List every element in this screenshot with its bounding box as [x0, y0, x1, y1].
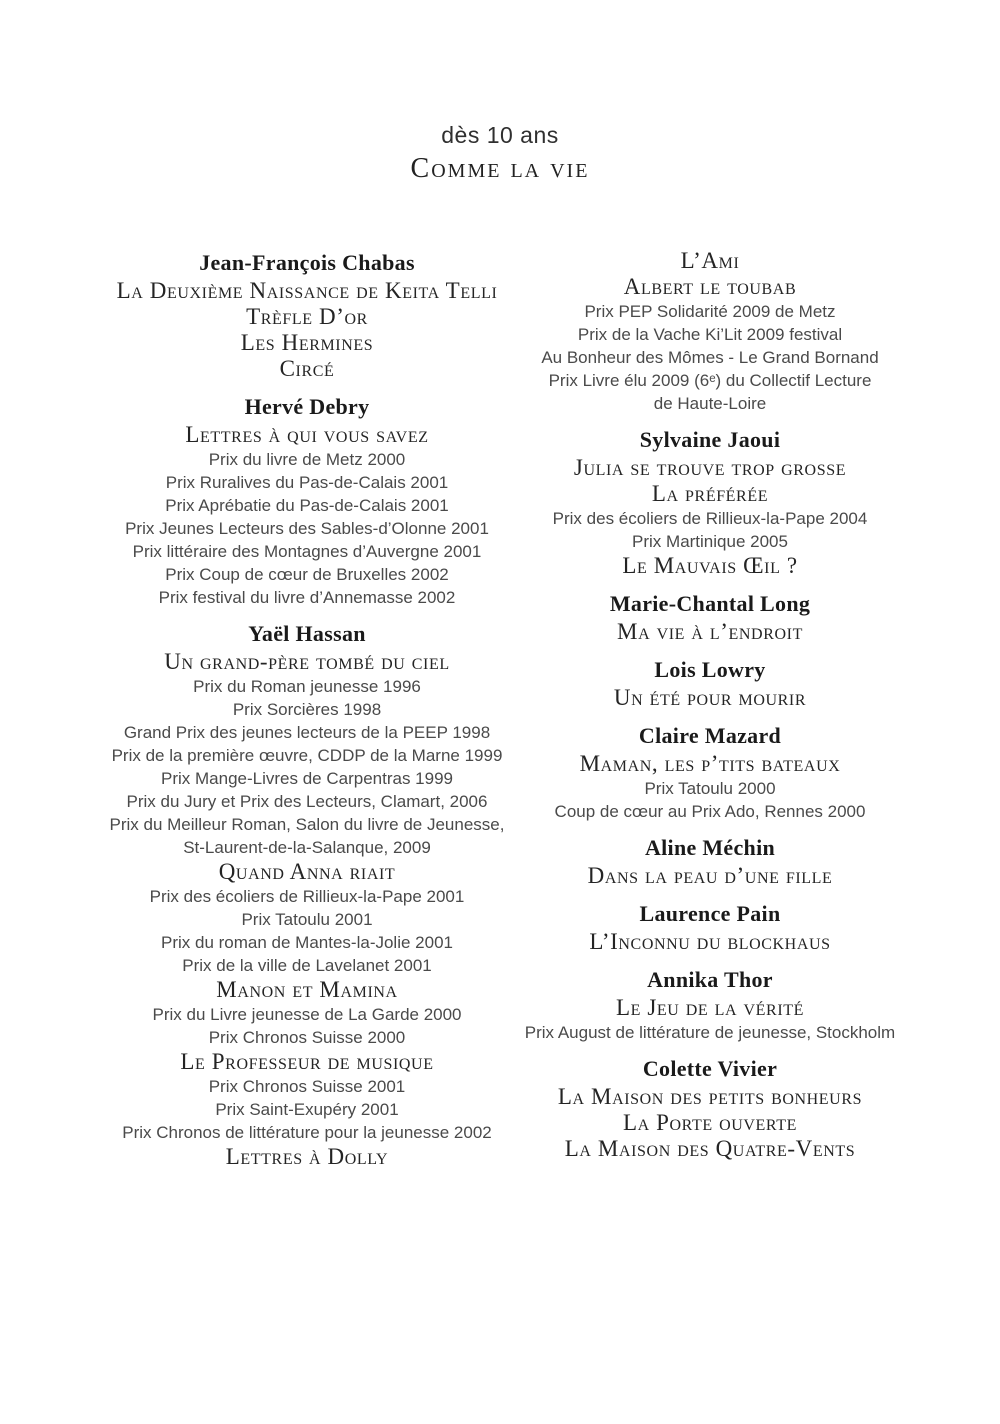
page-header: [0, 120, 1000, 188]
prize-line: Prix Chronos Suisse 2001: [208, 1077, 406, 1096]
book-title: Ma vie à l’endroit: [617, 619, 803, 644]
book-title: La Maison des Quatre-Vents: [564, 1136, 856, 1161]
prize-line: Prix du livre de Metz 2000: [208, 450, 406, 469]
prize-line: Coup de cœur au Prix Ado, Rennes 2000: [554, 802, 866, 821]
book-title: Circé: [279, 356, 335, 381]
book-title: Le Jeu de la vérité: [615, 995, 805, 1020]
book-title: Un été pour mourir: [613, 685, 807, 710]
book-title: Julia se trouve trop grosse: [573, 455, 847, 480]
author-name: Jean-François Chabas: [199, 250, 415, 275]
prize-line: Prix Martinique 2005: [632, 532, 788, 551]
prize-line: Prix du Meilleur Roman, Salon du livre de Jeunesse,: [109, 815, 505, 834]
author-name: Hervé Debry: [244, 394, 370, 419]
book-title: Lettres à Dolly: [225, 1144, 389, 1169]
book-title: Albert le toubab: [623, 274, 797, 299]
book-title: Dans la peau d’une fille: [587, 863, 833, 888]
prize-line: Au Bonheur des Mômes - Le Grand Bornand: [541, 348, 879, 367]
prize-line: Prix Tatoulu 2001: [241, 910, 373, 929]
author-name: Yaël Hassan: [248, 621, 366, 646]
prize-line: Prix du Livre jeunesse de La Garde 2000: [152, 1005, 462, 1024]
book-title: Trèfle D’or: [246, 304, 368, 329]
prize-line: de Haute-Loire: [653, 394, 767, 413]
prize-line: Prix Livre élu 2009 (6ᵉ) du Collectif Lecture: [548, 371, 872, 390]
book-title: Le Mauvais Œil ?: [622, 553, 798, 578]
prize-line: Prix festival du livre d’Annemasse 2002: [158, 588, 456, 607]
prize-line: Prix Mange-Livres de Carpentras 1999: [161, 769, 453, 788]
book-title: Quand Anna riait: [218, 859, 396, 884]
prize-line: Prix Saint-Exupéry 2001: [215, 1100, 399, 1119]
book-title: La Porte ouverte: [622, 1110, 797, 1135]
age-label: dès 10 ans: [441, 122, 559, 148]
prize-line: Prix Sorcières 1998: [232, 700, 382, 719]
prize-line: Prix Aprébatie du Pas-de-Calais 2001: [165, 496, 449, 515]
book-title: Manon et Mamina: [216, 977, 398, 1002]
book-title: L’Inconnu du blockhaus: [589, 929, 831, 954]
prize-line: Prix August de littérature de jeunesse, Stockholm: [524, 1023, 896, 1042]
prize-line: Prix du Roman jeunesse 1996: [193, 677, 421, 696]
author-name: Colette Vivier: [642, 1056, 778, 1081]
author-name: Annika Thor: [647, 967, 773, 992]
prize-line: St-Laurent-de-la-Salanque, 2009: [183, 838, 431, 857]
prize-line: Prix des écoliers de Rillieux-la-Pape 2004: [552, 509, 868, 528]
book-title: La Maison des petits bonheurs: [557, 1084, 863, 1109]
prize-line: Prix de la ville de Lavelanet 2001: [182, 956, 432, 975]
author-name: Laurence Pain: [639, 901, 781, 926]
collection-title: Comme la vie: [410, 153, 590, 184]
prize-line: Prix du roman de Mantes-la-Jolie 2001: [161, 933, 453, 952]
left-column: [97, 248, 517, 1170]
prize-line: Prix Chronos de littérature pour la jeunesse 2002: [122, 1123, 492, 1142]
prize-line: Prix Chronos Suisse 2000: [208, 1028, 406, 1047]
prize-line: Prix Coup de cœur de Bruxelles 2002: [165, 565, 449, 584]
book-title: La Deuxième Naissance de Keita Telli: [116, 278, 498, 303]
prize-line: Prix de la première œuvre, CDDP de la Marne 1999: [111, 746, 503, 765]
author-name: Claire Mazard: [638, 723, 782, 748]
prize-line: Prix Jeunes Lecteurs des Sables-d’Olonne 2001: [125, 519, 489, 538]
prize-line: Prix Tatoulu 2000: [644, 779, 776, 798]
book-title: Un grand-père tombé du ciel: [164, 649, 450, 674]
author-name: Lois Lowry: [654, 657, 766, 682]
prize-line: Prix PEP Solidarité 2009 de Metz: [584, 302, 836, 321]
prize-line: Prix Ruralives du Pas-de-Calais 2001: [165, 473, 449, 492]
author-name: Sylvaine Jaoui: [639, 427, 781, 452]
book-title: L’Ami: [680, 248, 740, 273]
book-title: Lettres à qui vous savez: [185, 422, 429, 447]
author-name: Aline Méchin: [644, 835, 776, 860]
right-column: [505, 248, 915, 1162]
prize-line: Prix de la Vache Ki’Lit 2009 festival: [577, 325, 843, 344]
author-name: Marie-Chantal Long: [609, 591, 811, 616]
prize-line: Prix des écoliers de Rillieux-la-Pape 2001: [149, 887, 465, 906]
book-title: La préférée: [651, 481, 769, 506]
prize-line: Grand Prix des jeunes lecteurs de la PEEP 1998: [123, 723, 491, 742]
book-title: Maman, les p’tits bateaux: [579, 751, 841, 776]
book-title: Le Professeur de musique: [180, 1049, 434, 1074]
prize-line: Prix du Jury et Prix des Lecteurs, Clamart, 2006: [126, 792, 488, 811]
book-title: Les Hermines: [240, 330, 374, 355]
prize-line: Prix littéraire des Montagnes d’Auvergne 2001: [132, 542, 482, 561]
